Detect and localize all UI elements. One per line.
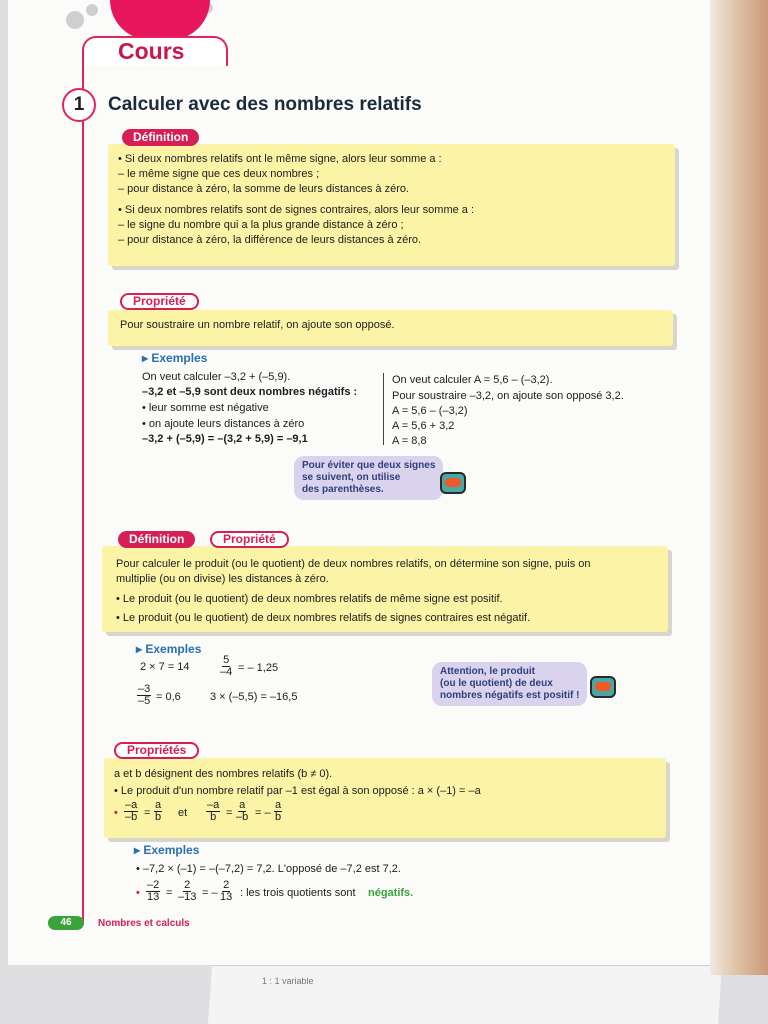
page-number: 46 bbox=[48, 916, 84, 930]
example-right-line: A = 5,6 + 3,2 bbox=[392, 420, 455, 432]
equals-sign: = – bbox=[202, 887, 218, 899]
example-right-line: On veut calculer A = 5,6 – (–3,2). bbox=[392, 374, 553, 386]
tip-line: des parenthèses. bbox=[302, 484, 384, 495]
tip-bubble bbox=[294, 456, 443, 500]
tip-line: Pour éviter que deux signes bbox=[302, 460, 436, 471]
tip-bubble bbox=[432, 662, 587, 706]
fraction: $\frac{2}{13}$ bbox=[220, 879, 233, 903]
definition-label: Définition bbox=[122, 129, 199, 146]
robot-mascot-icon bbox=[590, 676, 616, 698]
section-number: 1 bbox=[62, 88, 96, 122]
example-left-line: –3,2 et –5,9 sont deux nombres négatifs : bbox=[142, 386, 358, 398]
equals-sign: = bbox=[144, 807, 151, 819]
example-result: = 0,6 bbox=[156, 691, 181, 703]
chapter-name: Nombres et calculs bbox=[98, 918, 190, 929]
definition-line: • Si deux nombres relatifs ont le même signe, alors leur somme a : bbox=[118, 153, 442, 165]
example-left-line: • on ajoute leurs distances à zéro bbox=[142, 418, 305, 430]
examples-heading: ▸ Exemples bbox=[142, 351, 208, 365]
example-product: 2 × 7 = 14 bbox=[140, 661, 190, 673]
property-label: Propriété bbox=[120, 293, 199, 310]
tip-line: se suivent, on utilise bbox=[302, 472, 401, 483]
fraction: $\frac{a}{b}$ bbox=[155, 799, 162, 823]
properties-label: Propriétés bbox=[114, 742, 199, 759]
equals-sign: = bbox=[166, 887, 173, 899]
example-product: 3 × (–5,5) = –16,5 bbox=[210, 691, 298, 703]
definition-line: – le signe du nombre qui a la plus grande distance à zéro ; bbox=[118, 219, 404, 231]
fraction: $\frac{2}{-13}$ bbox=[178, 879, 197, 903]
highlight-word: négatifs. bbox=[368, 887, 414, 899]
example-right-line: A = 8,8 bbox=[392, 435, 427, 447]
fraction: $\frac{-2}{13}$ bbox=[147, 879, 160, 903]
fraction: $\frac{-a}{b}$ bbox=[207, 799, 220, 823]
definition-line: – le même signe que ces deux nombres ; bbox=[118, 168, 320, 180]
properties-line: • Le produit d'un nombre relatif par –1 est égal à son opposé : a × (–1) = –a bbox=[114, 785, 481, 797]
product-line: • Le produit (ou le quotient) de deux nombres relatifs de signes contraires est négatif. bbox=[116, 612, 531, 624]
cours-label: Cours bbox=[118, 38, 185, 64]
definition-line: – pour distance à zéro, la somme de leurs distances à zéro. bbox=[118, 183, 410, 195]
example-divider bbox=[383, 373, 384, 445]
page-binding bbox=[710, 0, 768, 975]
properties-line: a et b désignent des nombres relatifs (b ≠ 0). bbox=[114, 768, 333, 780]
property-label: Propriété bbox=[210, 531, 289, 548]
definition-line: – pour distance à zéro, la différence de leurs distances à zéro. bbox=[118, 234, 422, 246]
example-left-line: • leur somme est négative bbox=[142, 402, 269, 414]
definition-label: Définition bbox=[118, 531, 195, 548]
product-line: • Le produit (ou le quotient) de deux nombres relatifs de même signe est positif. bbox=[116, 593, 503, 605]
example-left-line: –3,2 + (–5,9) = –(3,2 + 5,9) = –9,1 bbox=[142, 433, 308, 445]
examples-heading: ▸ Exemples bbox=[136, 642, 202, 656]
property-text: Pour soustraire un nombre relatif, on ajoute son opposé. bbox=[120, 319, 395, 331]
section-rule bbox=[82, 64, 84, 924]
tip-line: (ou le quotient) de deux bbox=[440, 678, 553, 689]
section-title: Calculer avec des nombres relatifs bbox=[108, 94, 422, 115]
example-left-line: On veut calculer –3,2 + (–5,9). bbox=[142, 371, 291, 383]
example-right-line: A = 5,6 – (–3,2) bbox=[392, 405, 468, 417]
example-result: = – 1,25 bbox=[238, 662, 279, 674]
fraction: $\frac{-3}{-5}$ bbox=[138, 683, 151, 707]
fraction: $\frac{5}{-4}$ bbox=[220, 654, 233, 678]
bullet: • bbox=[114, 807, 118, 819]
definition-line: • Si deux nombres relatifs sont de signes contraires, alors leur somme a : bbox=[118, 204, 475, 216]
tip-line: nombres négatifs est positif ! bbox=[440, 690, 580, 701]
product-line: Pour calculer le produit (ou le quotient) de deux nombres relatifs, on détermine son signe, puis on bbox=[116, 558, 591, 570]
bullet: • bbox=[136, 887, 140, 899]
equals-sign: = – bbox=[255, 807, 271, 819]
examples-heading: ▸ Exemples bbox=[134, 843, 200, 857]
example-right-line: Pour soustraire –3,2, on ajoute son opposé 3,2. bbox=[392, 390, 624, 402]
robot-mascot-icon bbox=[440, 472, 466, 494]
fraction: $\frac{a}{b}$ bbox=[275, 799, 282, 823]
equals-sign: = bbox=[226, 807, 233, 819]
example-line: : les trois quotients sont bbox=[240, 887, 356, 899]
underlying-page bbox=[208, 965, 722, 1024]
tip-line: Attention, le produit bbox=[440, 666, 535, 677]
product-line: multiplie (ou on divise) les distances à zéro. bbox=[116, 573, 329, 585]
underlying-page-label: 1 : 1 variable bbox=[262, 976, 314, 986]
fraction: $\frac{-a}{-b}$ bbox=[125, 799, 138, 823]
fraction: $\frac{a}{-b}$ bbox=[236, 799, 249, 823]
et-word: et bbox=[178, 807, 188, 819]
example-line: • –7,2 × (–1) = –(–7,2) = 7,2. L'opposé de –7,2 est 7,2. bbox=[136, 863, 401, 875]
